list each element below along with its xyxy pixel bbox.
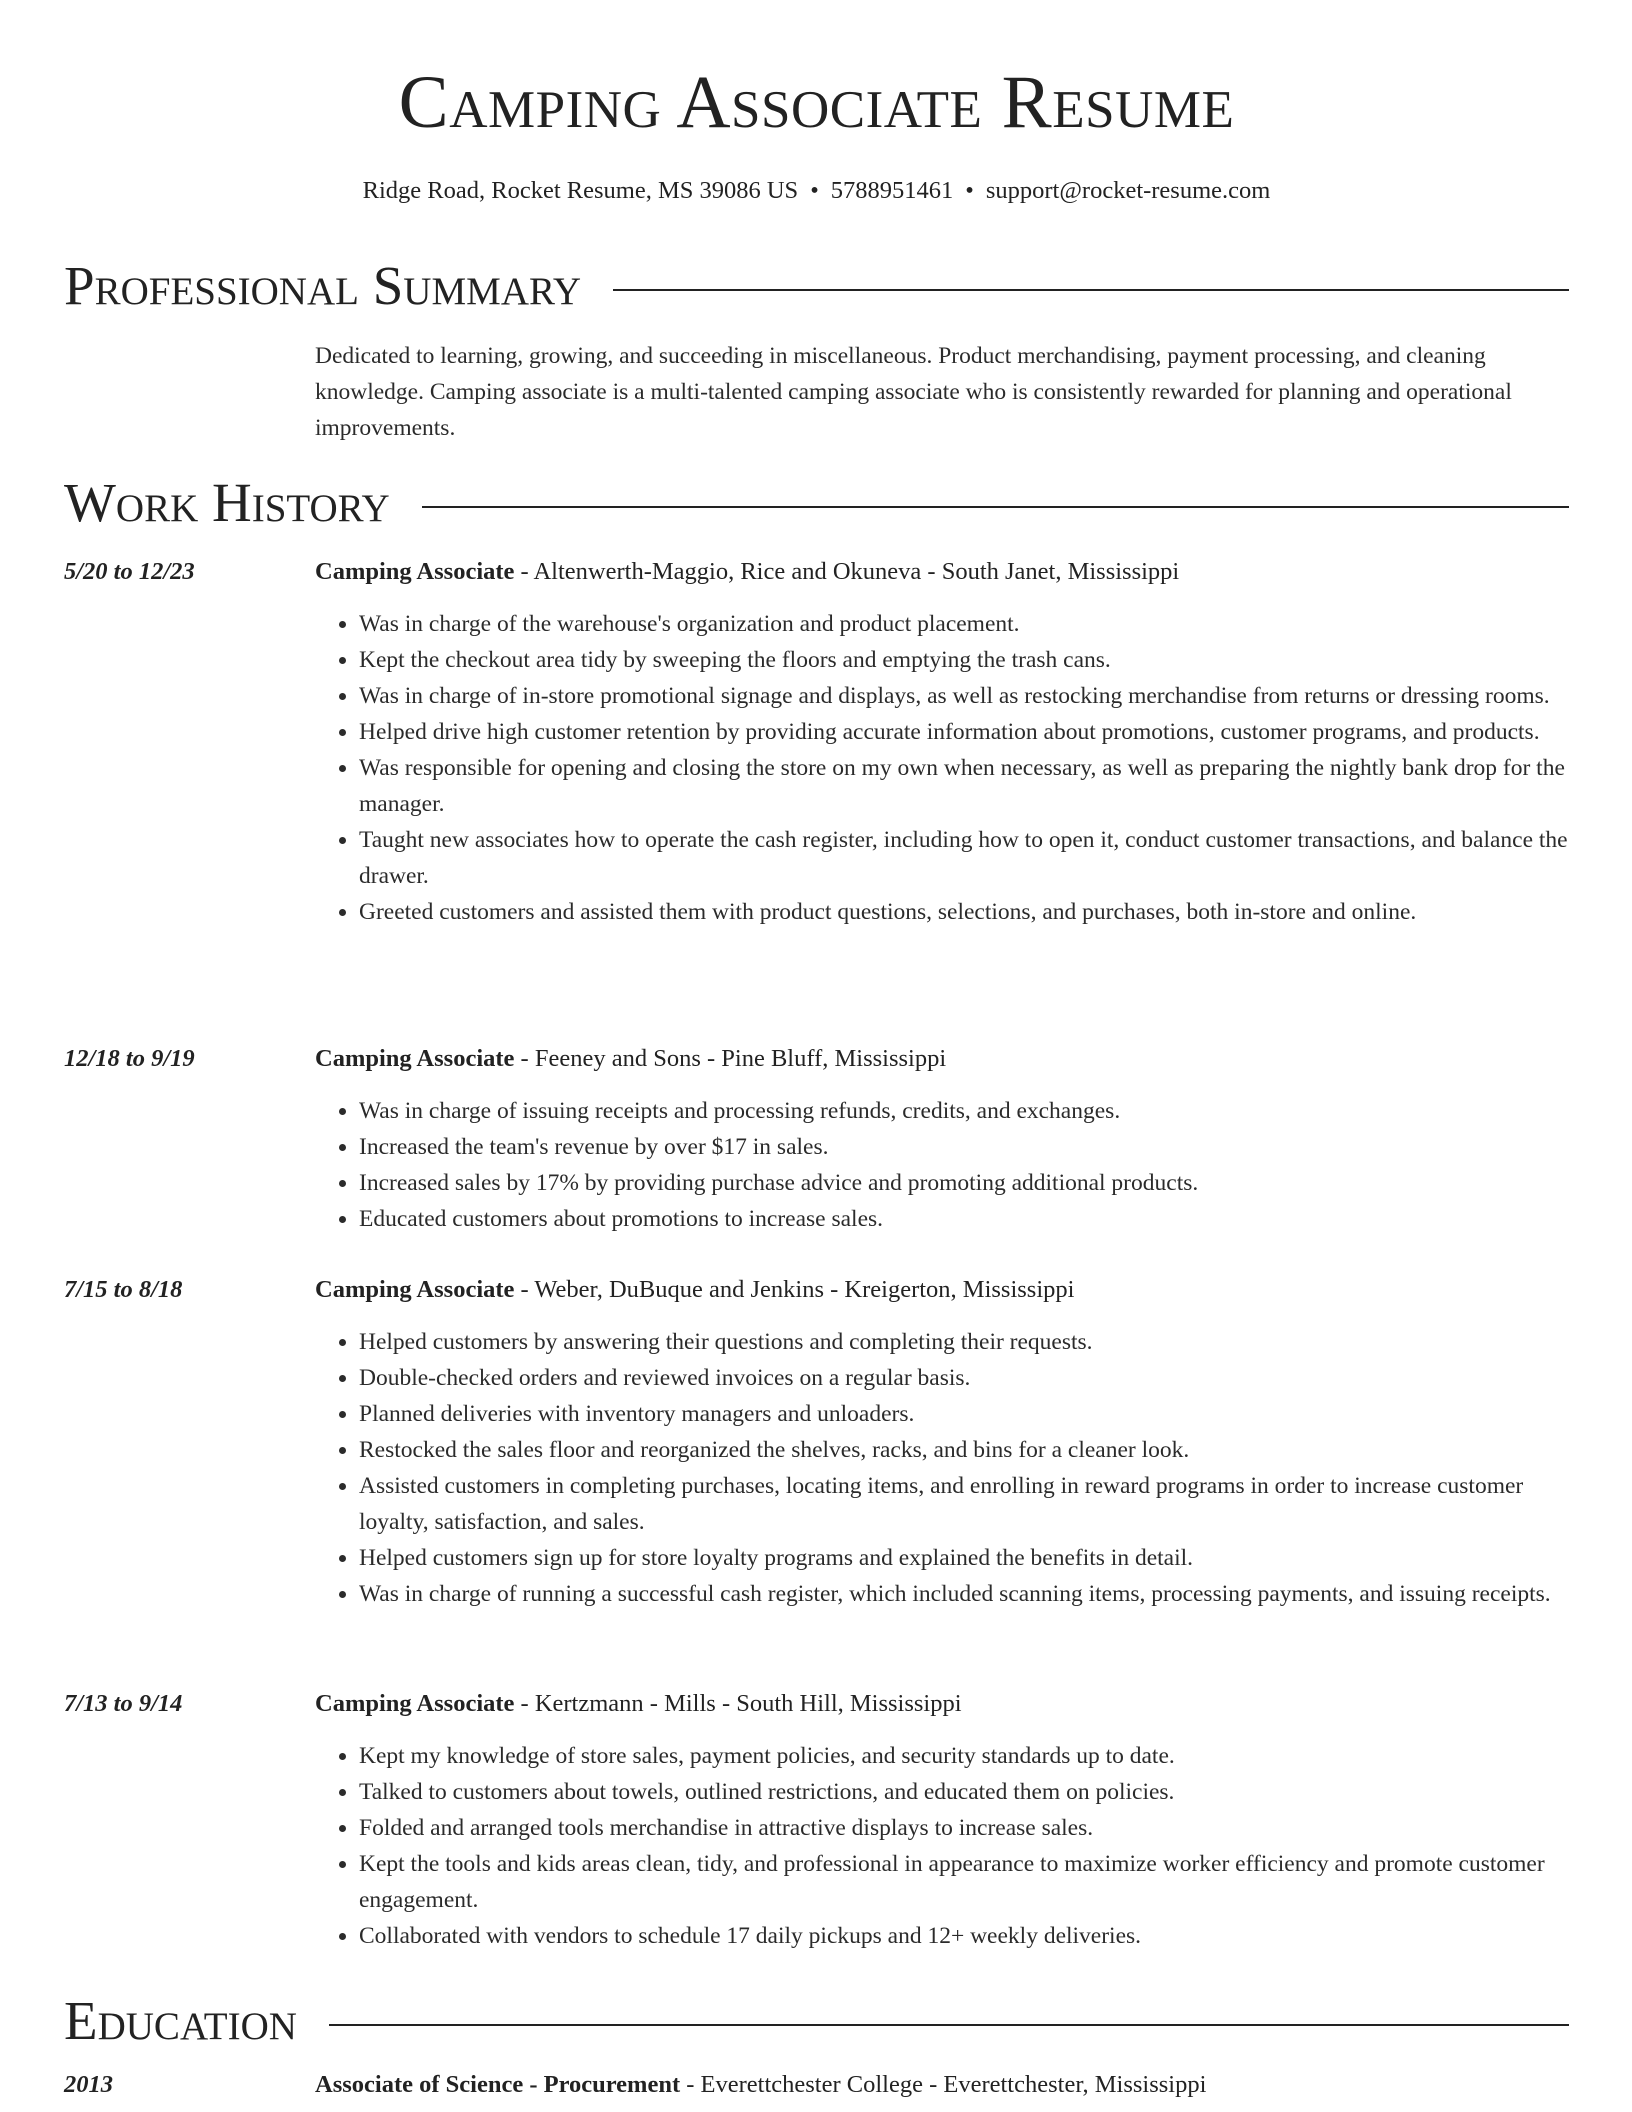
job-dates: 7/15 to 8/18 <box>64 1276 183 1303</box>
contact-phone: 5788951461 <box>830 177 954 204</box>
section-divider <box>422 506 1569 508</box>
job-bullet: • Helped customers sign up for store loyalty programs and explained the benefits in detail. <box>359 1540 1569 1576</box>
job-bullet: • Increased sales by 17% by providing purchase advice and promoting additional products. <box>359 1165 1569 1201</box>
job-bullet: • Talked to customers about towels, outlined restrictions, and educated them on policies. <box>359 1774 1569 1810</box>
resume-title: Camping Associate Resume <box>398 61 1235 144</box>
education-header <box>315 2067 1569 2103</box>
job-title: Camping Associate <box>315 558 515 585</box>
contact-email: support@rocket-resume.com <box>985 177 1271 204</box>
job-bullet: • Was in charge of issuing receipts and processing refunds, credits, and exchanges. <box>359 1093 1569 1129</box>
job-employer-location: - Altenwerth-Maggio, Rice and Okuneva - South Janet, Mississippi <box>514 558 1180 585</box>
job-bullet: • Restocked the sales floor and reorganized the shelves, racks, and bins for a cleaner look. <box>359 1432 1569 1468</box>
job-employer-location: - Kertzmann - Mills - South Hill, Mississippi <box>514 1690 962 1717</box>
education-heading <box>64 1988 1569 2054</box>
job-bullet: • Folded and arranged tools merchandise in attractive displays to increase sales. <box>359 1810 1569 1846</box>
job-header <box>315 1272 1569 1308</box>
section-title: Work History <box>64 472 390 533</box>
job-bullet: • Helped customers by answering their questions and completing their requests. <box>359 1324 1569 1360</box>
summary-text: Dedicated to learning, growing, and succeeding in miscellaneous. Product merchandising, payment processing, and cleaning knowledge. Camping associate is a multi-talented camping associate who is consistently rewarded for planning and operational improvements. <box>315 343 1512 441</box>
job-bullet: • Kept my knowledge of store sales, payment policies, and security standards up to date. <box>359 1738 1569 1774</box>
contact-address: Ridge Road, Rocket Resume, MS 39086 US <box>362 177 799 204</box>
education-school-location: - Everettchester College - Everettchester, Mississippi <box>680 2071 1207 2098</box>
job-header <box>315 554 1569 590</box>
job-bullet: • Taught new associates how to operate the cash register, including how to open it, conduct customer transactions, and balance the drawer. <box>359 822 1569 894</box>
job-employer-location: - Feeney and Sons - Pine Bluff, Mississippi <box>514 1045 947 1072</box>
contact-separator: • <box>810 177 819 204</box>
job-bullets <box>315 1093 1569 1237</box>
job-bullets <box>315 1738 1569 1954</box>
job-bullets <box>315 1324 1569 1612</box>
work-history-heading <box>64 470 1569 536</box>
section-divider <box>613 289 1569 291</box>
contact-line <box>64 174 1569 208</box>
job-bullet: • Planned deliveries with inventory managers and unloaders. <box>359 1396 1569 1432</box>
job-dates: 5/20 to 12/23 <box>64 558 195 585</box>
job-employer-location: - Weber, DuBuque and Jenkins - Kreigerton, Mississippi <box>514 1276 1075 1303</box>
section-divider <box>329 2024 1569 2026</box>
job-bullet: • Helped drive high customer retention by providing accurate information about promotions, customer programs, and products. <box>359 714 1569 750</box>
job-bullet: • Was in charge of running a successful cash register, which included scanning items, processing payments, and issuing receipts. <box>359 1576 1569 1612</box>
job-header <box>315 1686 1569 1722</box>
job-bullet: • Kept the tools and kids areas clean, tidy, and professional in appearance to maximize worker efficiency and promote customer engagement. <box>359 1846 1569 1918</box>
job-bullet: • Was in charge of the warehouse's organization and product placement. <box>359 606 1569 642</box>
job-bullet: • Kept the checkout area tidy by sweeping the floors and emptying the trash cans. <box>359 642 1569 678</box>
job-bullet: • Increased the team's revenue by over $17 in sales. <box>359 1129 1569 1165</box>
job-title: Camping Associate <box>315 1690 515 1717</box>
section-title: Education <box>64 1990 297 2051</box>
job-bullet: • Double-checked orders and reviewed invoices on a regular basis. <box>359 1360 1569 1396</box>
contact-separator: • <box>965 177 974 204</box>
job-bullet: • Collaborated with vendors to schedule 17 daily pickups and 12+ weekly deliveries. <box>359 1918 1569 1954</box>
job-dates: 7/13 to 9/14 <box>64 1690 183 1717</box>
education-degree: Associate of Science - Procurement <box>315 2071 681 2098</box>
job-title: Camping Associate <box>315 1276 515 1303</box>
job-bullet: • Greeted customers and assisted them with product questions, selections, and purchases, both in-store and online. <box>359 894 1569 930</box>
section-title: Professional Summary <box>64 255 582 316</box>
professional-summary-heading <box>64 253 1569 319</box>
job-bullet: • Was responsible for opening and closing the store on my own when necessary, as well as preparing the nightly bank drop for the manager. <box>359 750 1569 822</box>
job-bullets <box>315 606 1569 930</box>
education-year: 2013 <box>64 2071 113 2098</box>
job-bullet: • Assisted customers in completing purchases, locating items, and enrolling in reward programs in order to increase customer loyalty, satisfaction, and sales. <box>359 1468 1569 1540</box>
job-bullet: • Was in charge of in-store promotional signage and displays, as well as restocking merchandise from returns or dressing rooms. <box>359 678 1569 714</box>
job-title: Camping Associate <box>315 1045 515 1072</box>
job-header <box>315 1041 1569 1077</box>
job-bullet: • Educated customers about promotions to increase sales. <box>359 1201 1569 1237</box>
resume-page <box>64 0 1569 2112</box>
job-dates: 12/18 to 9/19 <box>64 1045 195 1072</box>
